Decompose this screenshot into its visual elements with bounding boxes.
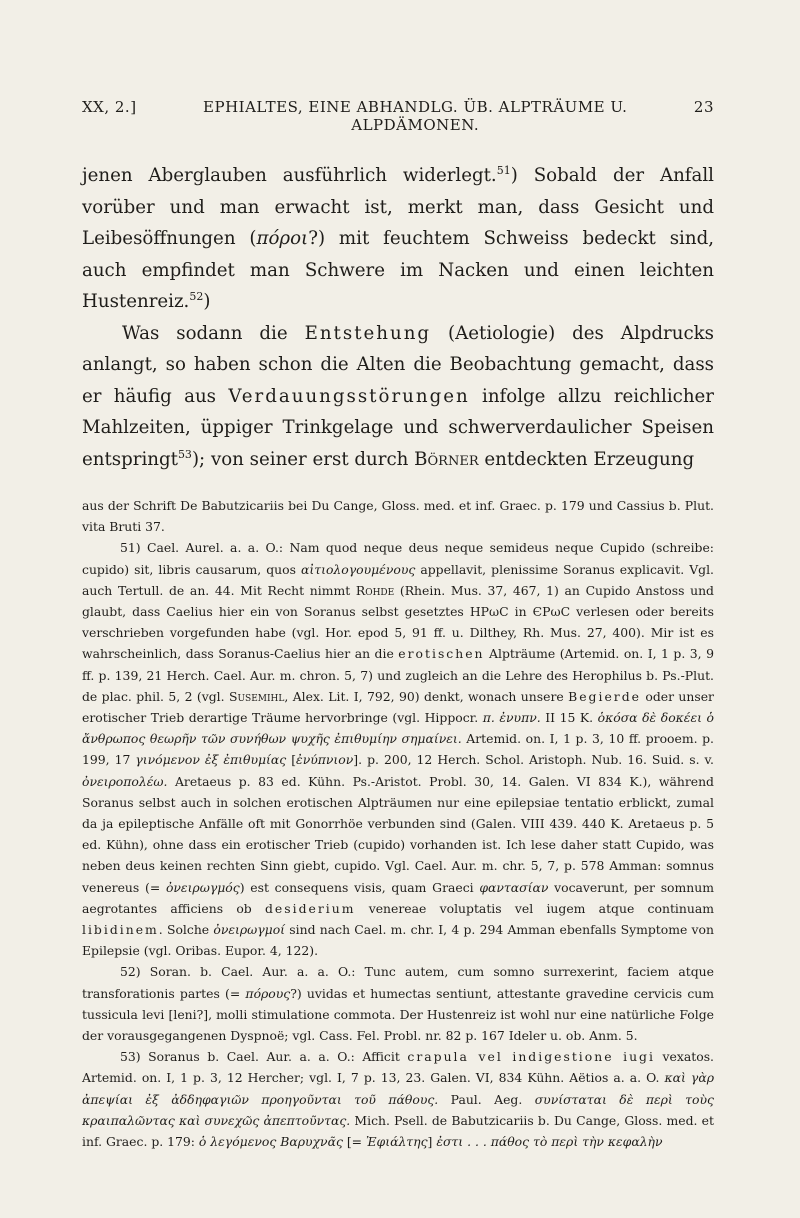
footnote-continuation: aus der Schrift De Babutzicariis bei Du Cange, Gloss. med. et inf. Graec. p. 179 und Cassius b. Plut. vita Bruti 37. xyxy=(82,498,714,535)
paragraph-1: jenen Aberglauben ausführlich widerlegt.$^{51}$) Sobald der Anfall vorüber und man erwacht ist, merkt man, dass Gesicht und Leibesöffnungen (πόροι?) mit feuchtem Schweiss bedeckt sind, auch empfindet man Schwere im Nacken und einen leichten Hustenreiz.$^{52}$) xyxy=(82,163,714,312)
footnote-ref-52: 52 xyxy=(189,289,204,303)
paragraph-2: Was sodann die Entstehung (Aetiologie) des Alpdrucks anlangt, so haben schon die Alten die Beobachtung gemacht, dass er häufig aus Verdauungsstörungen infolge allzu reichlicher Mahlzeiten, üppiger Trinkgelage und schwerverdaulicher Speisen entspringt$^{53}$); von seiner erst durch Börner entdeckten Erzeugung xyxy=(82,322,714,470)
spaced-term: Verdauungsstörungen xyxy=(228,385,470,407)
author-name: Börner xyxy=(414,448,479,470)
footnote-53: 53) Soranus b. Cael. Aur. a. a. O.: Afficit crapula vel indigestione iugi vexatos. Artemid. on. I, 1 p. 3, 12 Hercher; vgl. I, 7 p. 13, 23. Galen. VI, 834 Kühn. Aëtios a. a. O. καὶ γὰρ ἀπεψίαι ἐξ ἀδδηφαγιῶν προηγοῦνται τοῦ πάθους. Paul. Aeg. συνίσταται δὲ περὶ τοὺς κραιπαλῶντας καὶ συνεχῶς ἀπεπτοῦντας. Mich. Psell. de Babutzicariis b. Du Cange, Gloss. med. et inf. Graec. p. 179: ὁ λεγόμενος Βαρυχνᾶς [= Ἐφιάλτης] ἐστι . . . πάθος τὸ περὶ τὴν κεφαλὴν xyxy=(82,1049,714,1150)
footnote-ref-51: 51 xyxy=(496,163,511,177)
page-number: 23 xyxy=(693,98,714,116)
spaced-term: Entstehung xyxy=(304,322,432,344)
footnotes xyxy=(82,495,714,1152)
footnote-ref-53: 53 xyxy=(177,447,192,461)
header-section: XX, 2.] xyxy=(82,98,137,116)
main-text xyxy=(82,160,714,475)
footnote-51: 51) Cael. Aurel. a. a. O.: Nam quod neque deus neque semideus neque Cupido (schreibe: cupido) sit, libris causarum, quos αἰτιολογουμένους appellavit, plenissime Soranus explicavit. Vgl. auch Tertull. de an. 44. Mit Recht nimmt Rohde (Rhein. Mus. 37, 467, 1) an Cupido Anstoss und glaubt, dass Caelius hier ein von Soranus selbst gesetztes ΗΡωC in ЄΡωC verlesen oder bereits verschrieben vorgefunden habe (vgl. Hor. epod 5, 91 ff. u. Dilthey, Rh. Mus. 27, 400). Mir ist es wahrscheinlich, dass Soranus-Caelius hier an die erotischen Alpträume (Artemid. on. I, 1 p. 3, 9 ff. p. 139, 21 Herch. Cael. Aur. m. chron. 5, 7) und zugleich an die Lehre des Herophilus b. Ps.-Plut. de plac. phil. 5, 2 (vgl. Susemihl, Alex. Lit. I, 792, 90) denkt, wonach unsere Begierde oder unser erotischer Trieb derartige Träume hervorbringe (vgl. Hippocr. π. ἐνυπν. II 15 K. ὁκόσα δὲ δοκέει ὁ ἄνθρωπος θεωρῆν τῶν συνήθων ψυχῆς ἐπιθυμίην σημαίνει. Artemid. on. I, 1 p. 3, 10 ff. prooem. p. 199, 17 γινόμενον ἐξ ἐπιθυμίας [ἐνύπνιον]. p. 200, 12 Herch. Schol. Aristoph. Nub. 16. Suid. s. v. ὀνειροπολέω. Aretaeus p. 83 ed. Kühn. Ps.-Aristot. Probl. 30, 14. Galen. VI 834 K.), während Soranus selbst auch in solchen erotischen Alpträumen nur eine epilepsiae tentatio erblickt, zumal da ja epileptische Anfälle oft mit Gonorrhöe verbunden sind (Galen. VIII 439. 440 K. Aretaeus p. 5 ed. Kühn), ohne dass ein erotischer Trieb (cupido) vorhanden ist. Ich lese daher statt Cupido, was neben deus keinen rechten Sinn giebt, cupido. Vgl. Cael. Aur. m. chr. 5, 7, p. 578 Amman: somnus venereus (= ὀνειρωγμός) est consequens visis, quam Graeci φαντασίαν vocaverunt, per somnum aegrotantes afficiens ob desiderium venereae voluptatis vel iugem atque continuam libidinem. Solche ὀνειρωγμοί sind nach Cael. m. chr. I, 4 p. 294 Amman ebenfalls Symptome von Epilepsie (vgl. Oribas. Eupor. 4, 122). xyxy=(82,540,714,959)
footnote-52: 52) Soran. b. Cael. Aur. a. a. O.: Tunc autem, cum somno surrexerint, faciem atque transforationis partes (= πόρους?) uvidas et humectas sentiunt, attestante gravedine cervicis cum tussicula levi [leni?], molli stimulatione commota. Der Hustenreiz ist wohl nur eine natürliche Folge der vorausgegangenen Dyspnoë; vgl. Cass. Fel. Probl. nr. 82 p. 167 Ideler u. ob. Anm. 5. xyxy=(82,964,715,1044)
running-header xyxy=(82,98,714,134)
running-title: EPHIALTES, EINE ABHANDLG. ÜB. ALPTRÄUME U. ALPDÄMONEN. xyxy=(203,98,628,134)
